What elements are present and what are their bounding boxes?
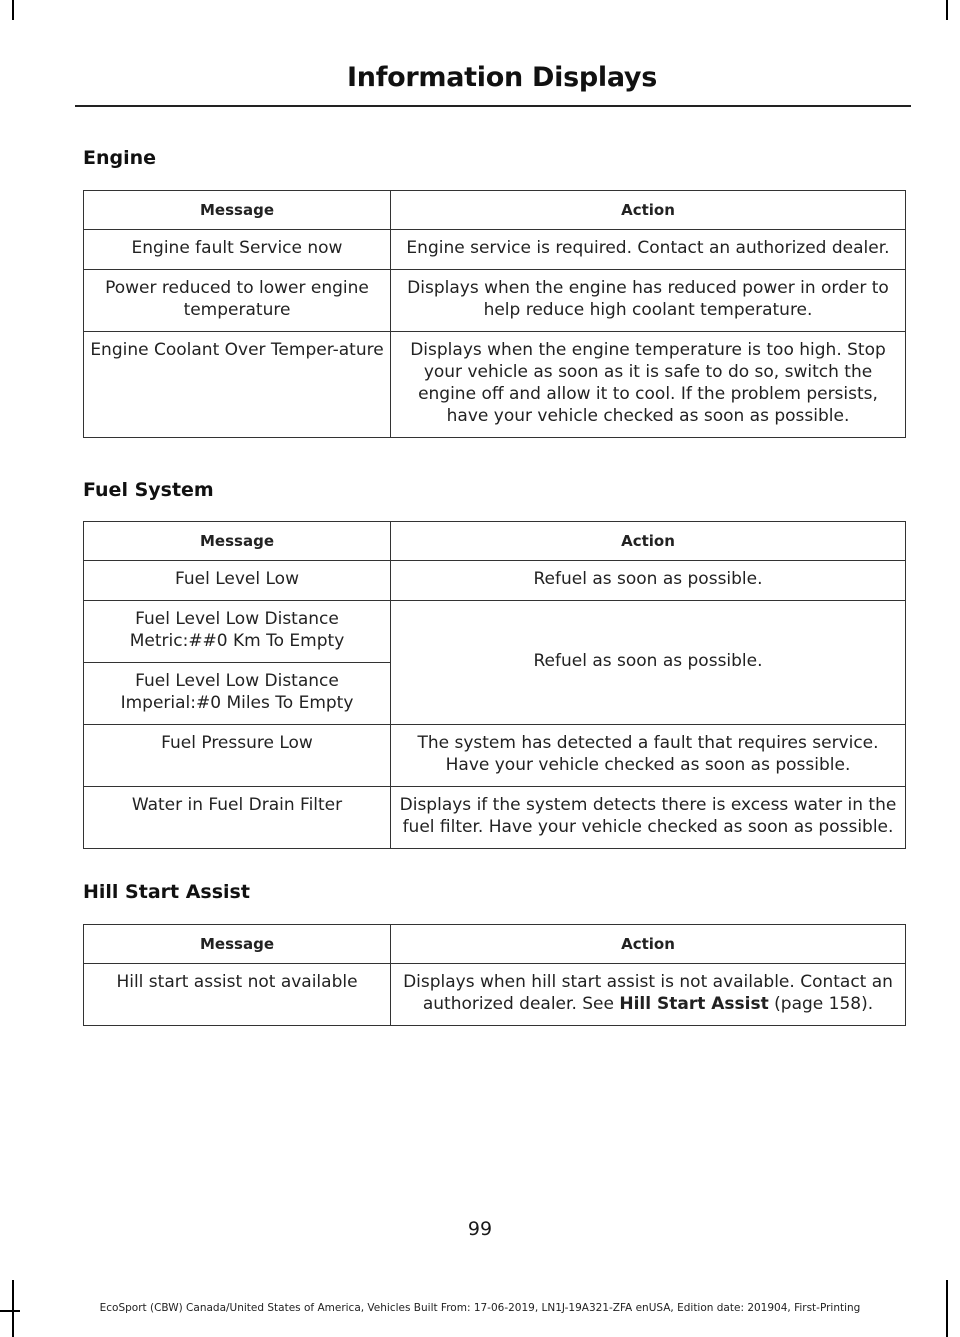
crop-mark <box>946 0 948 20</box>
section-heading-hill-start-assist: Hill Start Assist <box>83 881 250 903</box>
message-cell: Power reduced to lower engine temperature <box>84 270 391 332</box>
footer-edition-info: EcoSport (CBW) Canada/United States of America, Vehicles Built From: 17-06-2019, LN1J-19A321-ZFA enUSA, Edition date: 201904, First-Printing <box>99 1302 861 1314</box>
action-cell: Refuel as soon as possible. <box>391 561 906 601</box>
table-row <box>84 332 906 438</box>
column-header-message: Message <box>84 925 391 964</box>
column-header-message: Message <box>84 522 391 561</box>
action-cell: Engine service is required. Contact an authorized dealer. <box>391 230 906 270</box>
section-heading-engine: Engine <box>83 147 157 169</box>
column-header-action: Action <box>391 191 906 230</box>
table-row <box>84 270 906 332</box>
message-cell: Fuel Level Low Distance Metric:##0 Km To Empty <box>84 601 391 663</box>
action-text: Displays when hill start assist is not available. Contact an authorized dealer. See <box>403 972 893 1014</box>
page-title: Information Displays <box>347 62 657 93</box>
message-cell: Fuel Pressure Low <box>84 725 391 787</box>
message-cell: Water in Fuel Drain Filter <box>84 787 391 849</box>
action-cell: Refuel as soon as possible. <box>391 601 906 725</box>
message-cell: Fuel Level Low Distance Imperial:#0 Miles To Empty <box>84 663 391 725</box>
action-cell: Displays when the engine has reduced power in order to help reduce high coolant temperature. <box>391 270 906 332</box>
action-cell <box>391 964 906 1026</box>
column-header-action: Action <box>391 522 906 561</box>
title-divider <box>75 105 911 107</box>
table-row <box>84 230 906 270</box>
action-cell: Displays if the system detects there is excess water in the fuel filter. Have your vehicle checked as soon as possible. <box>391 787 906 849</box>
table-row <box>84 725 906 787</box>
message-cell: Engine fault Service now <box>84 230 391 270</box>
table-row <box>84 561 906 601</box>
message-cell: Hill start assist not available <box>84 964 391 1026</box>
message-cell: Fuel Level Low <box>84 561 391 601</box>
section-heading-fuel-system: Fuel System <box>83 479 214 501</box>
table-row <box>84 601 906 663</box>
table-header-row <box>84 522 906 561</box>
table-row <box>84 787 906 849</box>
column-header-action: Action <box>391 925 906 964</box>
hill-start-assist-reference-link[interactable]: Hill Start Assist <box>619 994 769 1014</box>
page-number: 99 <box>467 1218 493 1240</box>
column-header-message: Message <box>84 191 391 230</box>
hill-start-message-table <box>83 924 906 1026</box>
message-cell: Engine Coolant Over Temper-ature <box>84 332 391 438</box>
action-cell: Displays when the engine temperature is too high. Stop your vehicle as soon as it is safe to do so, switch the engine off and allow it to cool. If the problem persists, have your vehicle checked as soon as possible. <box>391 332 906 438</box>
fuel-message-table <box>83 521 906 849</box>
table-row <box>84 964 906 1026</box>
crop-mark <box>12 0 14 20</box>
table-header-row <box>84 925 906 964</box>
table-header-row <box>84 191 906 230</box>
action-cell: The system has detected a fault that requires service. Have your vehicle checked as soon as possible. <box>391 725 906 787</box>
page-reference: (page 158). <box>768 994 874 1014</box>
engine-message-table <box>83 190 906 438</box>
